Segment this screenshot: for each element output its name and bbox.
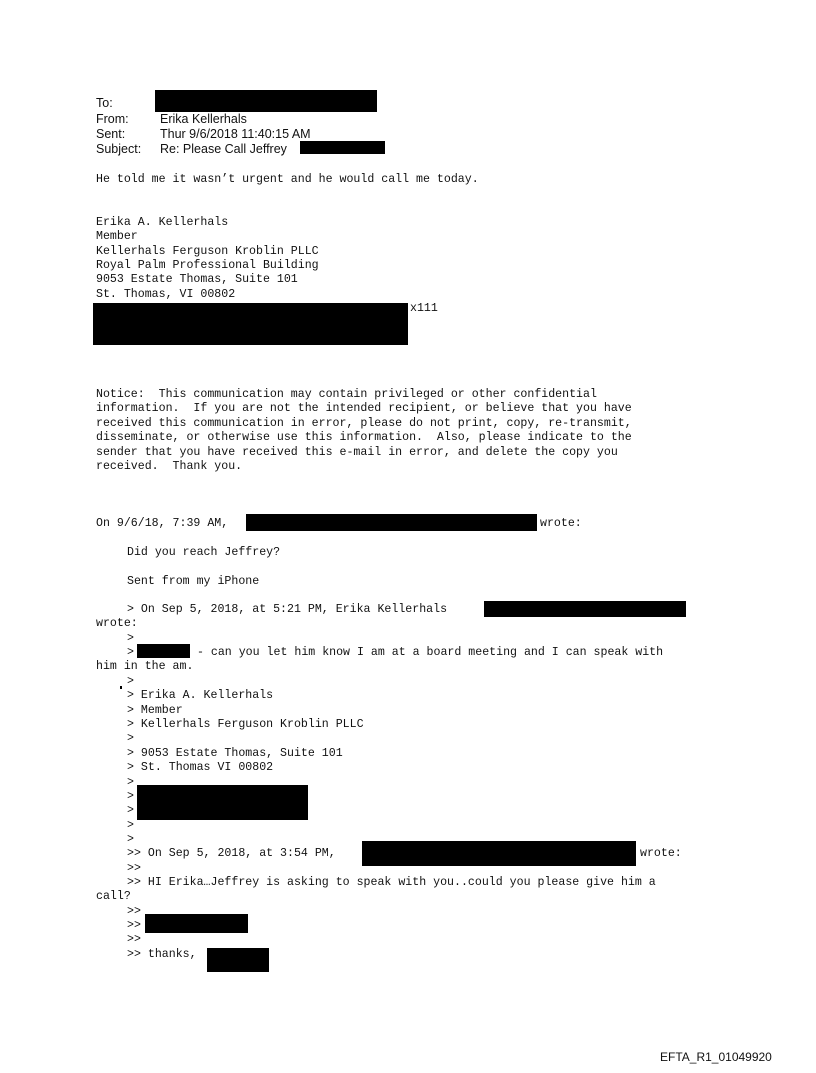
quote2-sig-line: > St. Thomas VI 00802 [127, 761, 274, 774]
quote2-message: - can you let him know I am at a board meeting and I can speak with [190, 646, 664, 659]
redaction-quote2-name [137, 644, 190, 658]
quote3-message-wrap: call? [96, 890, 131, 903]
quote2-wrote: wrote: [96, 617, 138, 630]
quote-marker: > [127, 646, 134, 659]
quote2-attribution: > On Sep 5, 2018, at 5:21 PM, Erika Kellerhals [127, 603, 448, 616]
quote-marker: > [127, 675, 134, 688]
notice-line: information. If you are not the intended recipient, or believe that you have [96, 402, 632, 415]
quote2-sig-line: > Member [127, 704, 183, 717]
quote3-thanks: >> thanks, [127, 948, 197, 961]
quote-marker: >> [127, 919, 141, 932]
redaction-quote2-email [484, 601, 686, 617]
signature-line: Kellerhals Ferguson Kroblin PLLC [96, 245, 319, 258]
redaction-quote3-line [145, 914, 248, 933]
subject-value: Re: Please Call Jeffrey [160, 142, 287, 156]
quote2-sig-line: > Kellerhals Ferguson Kroblin PLLC [127, 718, 364, 731]
sent-label: Sent: [96, 127, 126, 141]
quote1-attribution: On 9/6/18, 7:39 AM, [96, 517, 229, 530]
quote1-wrote: wrote: [540, 517, 582, 530]
stray-mark [120, 686, 122, 689]
signature-line: Erika A. Kellerhals [96, 216, 229, 229]
quote-marker: > [127, 632, 134, 645]
quote-marker: > [127, 819, 134, 832]
notice-line: Notice: This communication may contain privileged or other confidential [96, 388, 597, 401]
redaction-subject [300, 141, 385, 154]
from-value: Erika Kellerhals [160, 112, 247, 126]
quote-marker: > [127, 790, 134, 803]
notice-line: received this communication in error, please do not print, copy, re-transmit, [96, 417, 632, 430]
quote-marker: >> [127, 933, 141, 946]
quote1-line: Did you reach Jeffrey? [127, 546, 281, 559]
quote-marker: > [127, 833, 134, 846]
redaction-quote1-sender [246, 514, 537, 531]
notice-line: disseminate, or otherwise use this information. Also, please indicate to the [96, 431, 632, 444]
quote2-sig-line: > 9053 Estate Thomas, Suite 101 [127, 747, 343, 760]
redaction-quote2-contact [137, 785, 308, 820]
quote-marker: > [127, 776, 134, 789]
reply-text: He told me it wasn’t urgent and he would call me today. [96, 173, 479, 186]
quote-marker: > [127, 804, 134, 817]
redaction-to [155, 90, 377, 112]
signature-line: St. Thomas, VI 00802 [96, 288, 236, 301]
signature-line: Royal Palm Professional Building [96, 259, 319, 272]
quote2-sig-line: > [127, 732, 134, 745]
quote2-sig-line: > Erika A. Kellerhals [127, 689, 274, 702]
signature-line: Member [96, 230, 138, 243]
signature-line: 9053 Estate Thomas, Suite 101 [96, 273, 298, 286]
quote1-line: Sent from my iPhone [127, 575, 260, 588]
quote-marker: >> [127, 862, 141, 875]
redaction-quote3-sender [362, 841, 636, 866]
phone-extension: x111 [410, 302, 438, 315]
quote3-message: >> HI Erika…Jeffrey is asking to speak with you..could you please give him a [127, 876, 656, 889]
from-label: From: [96, 112, 129, 126]
redaction-contact [93, 303, 408, 345]
sent-value: Thur 9/6/2018 11:40:15 AM [160, 127, 311, 141]
notice-line: sender that you have received this e-mail in error, and delete the copy you [96, 446, 618, 459]
notice-line: received. Thank you. [96, 460, 243, 473]
quote2-message-wrap: him in the am. [96, 660, 194, 673]
quote3-wrote: wrote: [640, 847, 682, 860]
to-label: To: [96, 96, 113, 110]
quote-marker: >> [127, 905, 141, 918]
document-id: EFTA_R1_01049920 [660, 1050, 772, 1064]
redaction-quote3-signoff [207, 948, 269, 972]
quote3-attribution: >> On Sep 5, 2018, at 3:54 PM, [127, 847, 336, 860]
subject-label: Subject: [96, 142, 142, 156]
